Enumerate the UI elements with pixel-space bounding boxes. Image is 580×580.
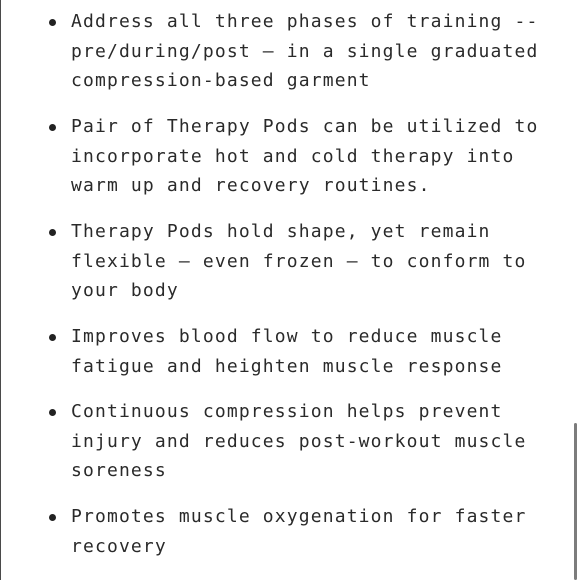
list-item-line: Therapy Pods hold shape, yet remain — [71, 221, 491, 242]
list-item-line: Continuous compression helps prevent — [71, 401, 503, 422]
list-item-line: Address all three phases of training -- — [71, 11, 539, 32]
list-item-line: fatigue and heighten muscle response — [71, 356, 503, 377]
list-item-line: recovery — [71, 536, 167, 557]
bullet-dot-icon — [49, 124, 56, 131]
list-item-line: soreness — [71, 460, 167, 481]
list-item-line: warm up and recovery routines. — [71, 175, 431, 196]
list-item-line: Promotes muscle oxygenation for faster — [71, 506, 527, 527]
list-item-line: pre/during/post – in a single graduated — [71, 41, 539, 62]
list-item-line: Pair of Therapy Pods can be utilized to — [71, 116, 539, 137]
list-item-line: Improves blood flow to reduce muscle — [71, 326, 503, 347]
list-item-line: injury and reduces post-workout muscle — [71, 431, 527, 452]
bullet-dot-icon — [49, 409, 56, 416]
list-item-line: compression-based garment — [71, 70, 371, 91]
bullet-dot-icon — [49, 514, 56, 521]
bullet-dot-icon — [49, 334, 56, 341]
bullet-dot-icon — [49, 19, 56, 26]
list-item-line: flexible – even frozen – to conform to — [71, 251, 527, 272]
bullet-dot-icon — [49, 229, 56, 236]
list-item-line: your body — [71, 280, 179, 301]
list-item-line: incorporate hot and cold therapy into — [71, 146, 515, 167]
